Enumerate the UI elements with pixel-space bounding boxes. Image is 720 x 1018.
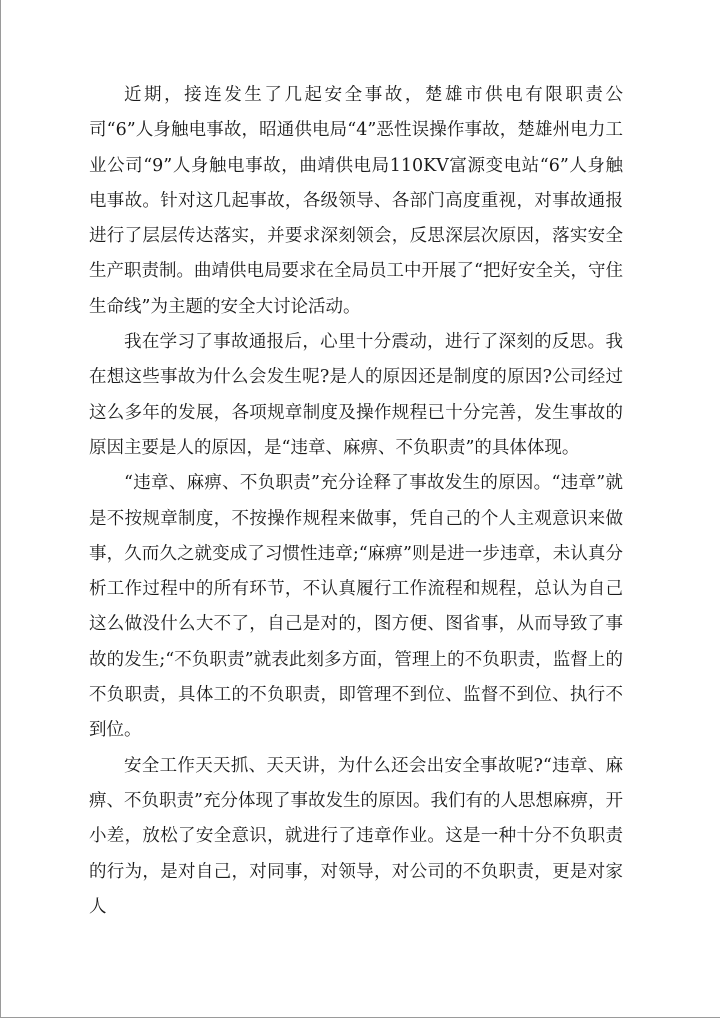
paragraph-1: 近期，接连发生了几起安全事故，楚雄市供电有限职责公司“6”人身触电事故，昭通供电局“4”恶性误操作事故，楚雄州电力工业公司“9”人身触电事故，曲靖供电局110KV富源变电站“6”人身触电事故。针对这几起事故，各级领导、各部门高度重视，对事故通报进行了层层传达落实，并要求深刻领会，反思深层次原因，落实安全生产职责制。曲靖供电局要求在全局员工中开展了“把好安全关，守住生命线”为主题的安全大讨论活动。 [89,85,623,317]
paragraph-2: 我在学习了事故通报后，心里十分震动，进行了深刻的反思。我在想这些事故为什么会发生呢?是人的原因还是制度的原因?公司经过这么多年的发展，各项规章制度及操作规程已十分完善，发生事故的原因主要是人的原因，是“违章、麻痹、不负职责”的具体体现。 [89,332,623,458]
paragraph-3: “违章、麻痹、不负职责”充分诠释了事故发生的原因。“违章”就是不按规章制度，不按操作规程来做事，凭自己的个人主观意识来做事，久而久之就变成了习惯性违章;“麻痹”则是进一步违章，未认真分析工作过程中的所有环节，不认真履行工作流程和规程，总认为自己这么做没什么大不了，自己是对的，图方便、图省事，从而导致了事故的发生;“不负职责”就表此刻多方面，管理上的不负职责，监督上的不负职责，具体工的不负职责，即管理不到位、监督不到位、执行不到位。 [89,473,623,741]
document-body [89,78,623,925]
paragraph-4: 安全工作天天抓、天天讲，为什么还会出安全事故呢?“违章、麻痹、不负职责”充分体现了事故发生的原因。我们有的人思想麻痹，开小差，放松了安全意识，就进行了违章作业。这是一种十分不负职责的行为，是对自己，对同事，对领导，对公司的不负职责，更是对家人 [89,755,623,917]
